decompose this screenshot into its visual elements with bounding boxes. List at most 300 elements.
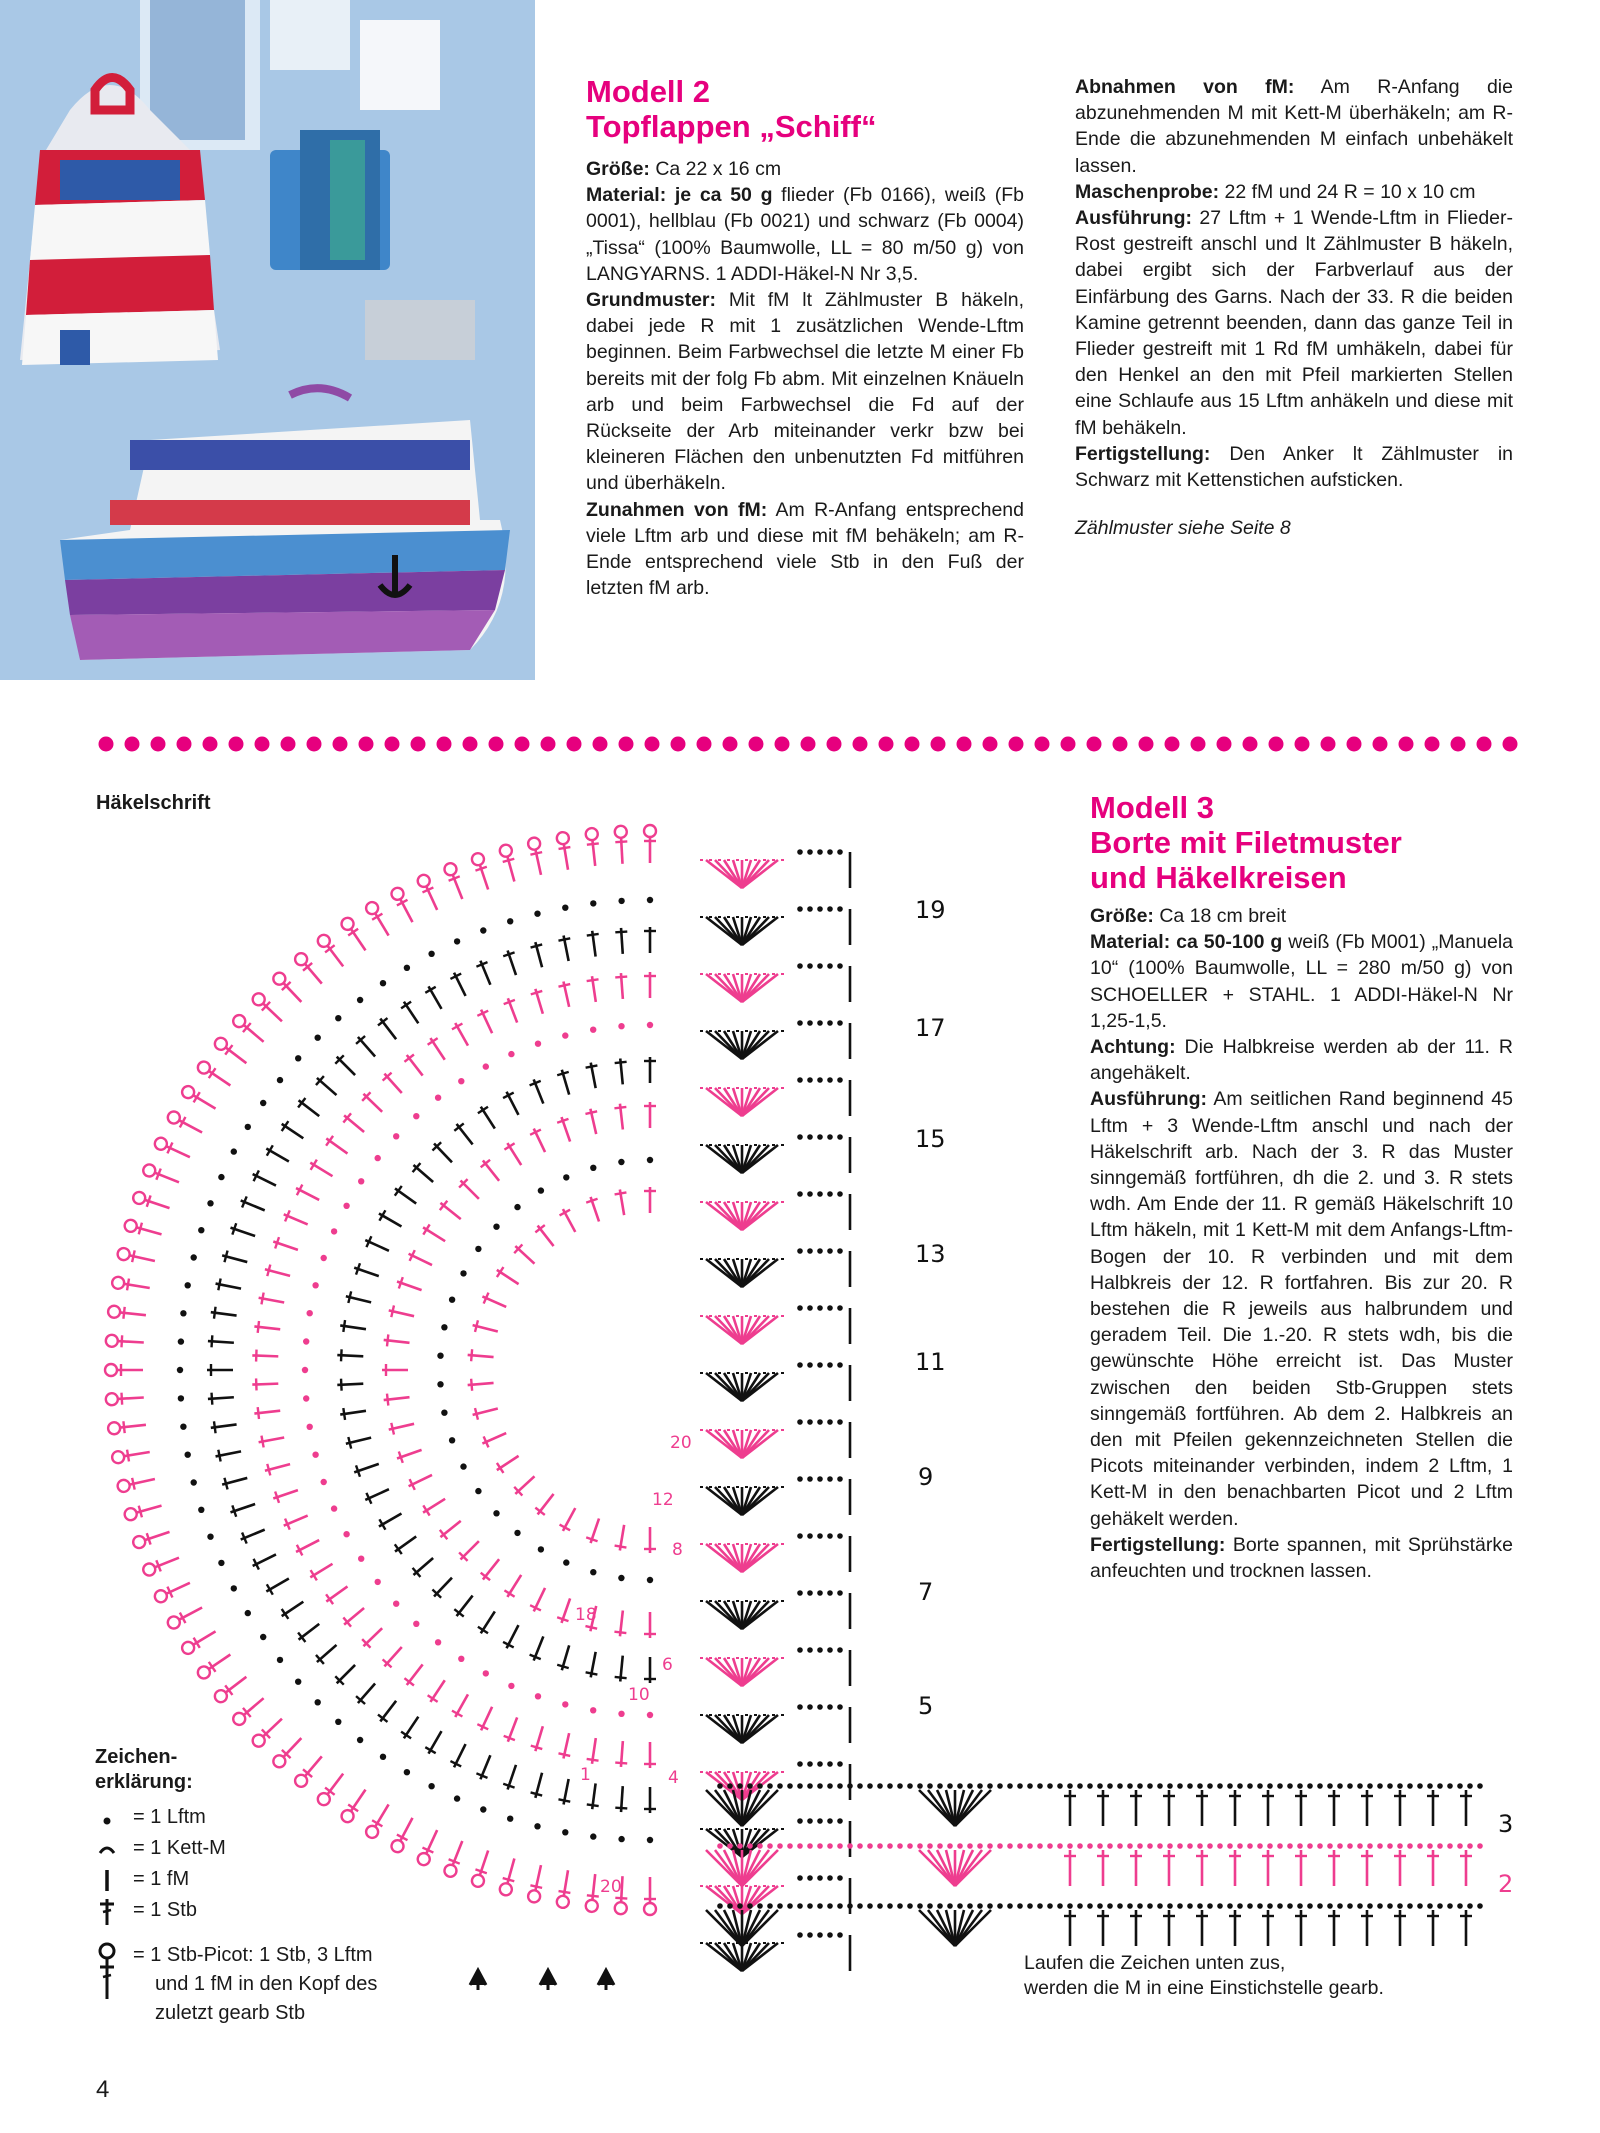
chain-stitch-mark xyxy=(315,1035,321,1041)
paragraph-text: Am R-Anfang entsprechend viele Lftm arb und diese mit fM behäkeln; am R-Ende entsprechend viele Stb in den Fuß der letzten fM arb. xyxy=(586,498,1024,600)
modell2-heading xyxy=(586,74,1024,144)
stitch-mark xyxy=(132,1190,172,1213)
stitch-mark xyxy=(258,1432,286,1449)
chain-stitch-mark xyxy=(917,1903,923,1909)
filet-stitch xyxy=(1361,1850,1373,1886)
chain-stitch-mark xyxy=(727,1843,733,1849)
legend-text: = 1 Stb xyxy=(133,1899,197,1921)
filet-stitch xyxy=(1295,1910,1307,1946)
filet-border-grid xyxy=(706,1783,1483,1946)
chain-stitch-mark xyxy=(807,906,813,912)
filet-stitch xyxy=(1163,1910,1175,1946)
chain-stitch-mark xyxy=(618,1575,624,1581)
legend-title-line: Zeichen- xyxy=(95,1746,178,1768)
paragraph-label: Material: je ca 50 g xyxy=(586,184,773,207)
stitch-mark xyxy=(410,1553,438,1579)
chain-stitch-mark xyxy=(1247,1843,1253,1849)
stitch-mark xyxy=(502,1715,522,1744)
stitch-mark xyxy=(556,1644,575,1672)
fan-stitch xyxy=(724,1910,742,1946)
stitch-mark xyxy=(196,1059,234,1090)
stitch-mark xyxy=(456,1537,483,1564)
chain-stitch-mark xyxy=(1017,1903,1023,1909)
chain-stitch-mark xyxy=(797,1875,803,1881)
filet-stitch xyxy=(1229,1850,1241,1886)
chain-stitch-mark xyxy=(1227,1783,1233,1789)
separator-dot xyxy=(931,737,946,752)
separator-dot xyxy=(1035,737,1050,752)
stitch-mark xyxy=(132,1526,172,1549)
paragraph-text: Am seitlichen Rand beginnend 45 Lftm + 3 Wende-Lftm anschl und nach der Häkelschrift arb. Nach der 3. R das Muster sinngemäß fortführen, dh die 2. und 3. R stets wdh. Am Ende der 11. R gemäß Häkelschrift 10 Lftm häkeln, mit 1 Kett-M mit dem Anfangs-Lftm-Bogen der 10. R verbinden und mit dem Halbkreis der 12. R fortfahren. Bis zur 20. R bestehen die R jeweils aus halbrundem und geradem Teil. Die 1.-20. R stets wdh, bis die gewünschte Höhe erreicht ist. Das Muster zwischen den beiden Stb-Gruppen stets sinngemäß fortführen. Ab dem 2. Halbkreis an den mit Pfeilen gekennzeichneten Stellen die Picots miteinander verbinden, indem 2 Lftm, 1 Kett-M in den benachbarten Picot und 2 Lftm gehäkelt werden. xyxy=(1090,1088,1513,1530)
chain-stitch-mark xyxy=(245,1124,251,1130)
chain-stitch-mark xyxy=(867,1783,873,1789)
stitch-mark xyxy=(586,975,602,1002)
separator-dot xyxy=(723,737,738,752)
chain-stitch-mark xyxy=(807,1362,813,1368)
chain-stitch-mark xyxy=(837,1647,843,1653)
chain-stitch-mark xyxy=(837,1761,843,1767)
stitch-mark xyxy=(644,972,656,998)
stitch-mark xyxy=(323,1582,351,1607)
chain-stitch-mark xyxy=(807,1783,813,1789)
chain-stitch-mark xyxy=(1117,1903,1123,1909)
chain-stitch-mark xyxy=(1097,1783,1103,1789)
chain-stitch-mark xyxy=(717,1783,723,1789)
stitch-mark xyxy=(106,1392,145,1406)
separator-dot xyxy=(99,737,114,752)
stitch-mark xyxy=(615,1741,629,1768)
chain-stitch-mark xyxy=(1057,1783,1063,1789)
paragraph-text: Borte spannen, mit Sprühstärke anfeuchten und trocknen lassen. xyxy=(1090,1533,1513,1583)
chain-stitch-mark xyxy=(837,1818,843,1824)
chain-stitch-mark xyxy=(947,1903,953,1909)
chain-stitch-mark xyxy=(1037,1843,1043,1849)
legend-item xyxy=(95,1865,193,1896)
stitch-mark xyxy=(644,1877,656,1915)
stitch-mark xyxy=(476,1103,500,1131)
chain-stitch-mark xyxy=(797,849,803,855)
chain-stitch-mark xyxy=(1337,1843,1343,1849)
stitch-mark xyxy=(337,1378,364,1391)
chain-stitch-mark xyxy=(1047,1843,1053,1849)
chain-stitch-mark xyxy=(807,1020,813,1026)
chain-stitch-mark xyxy=(1057,1843,1063,1849)
stitch-mark xyxy=(116,1247,156,1267)
chain-stitch-mark xyxy=(1277,1783,1283,1789)
separator-dot xyxy=(281,737,296,752)
chain-stitch-mark xyxy=(797,1704,803,1710)
stitch-mark xyxy=(406,1248,435,1270)
paragraph-text: Ca 22 x 16 cm xyxy=(649,158,782,180)
filet-stitch xyxy=(1460,1790,1472,1826)
chain-stitch-mark xyxy=(1197,1903,1203,1909)
chain-stitch-mark xyxy=(413,1621,419,1627)
legend-item xyxy=(95,1834,226,1865)
legend-text: = 1 Lftm xyxy=(133,1806,206,1828)
chain-stitch-mark xyxy=(877,1783,883,1789)
chain-stitch-mark xyxy=(757,1843,763,1849)
paragraph-text: Den Anker lt Zählmuster in Schwarz mit Kettenstichen aufsticken. xyxy=(1075,442,1513,492)
chain-stitch-mark xyxy=(1137,1843,1143,1849)
modell2-column-2 xyxy=(1075,74,1513,541)
chain-stitch-mark xyxy=(987,1903,993,1909)
separator-dot xyxy=(411,737,426,752)
chain-stitch-mark xyxy=(1207,1903,1213,1909)
chain-stitch-mark xyxy=(1287,1903,1293,1909)
chain-stitch-mark xyxy=(887,1903,893,1909)
chain-stitch-mark xyxy=(1307,1903,1313,1909)
chain-stitch-mark xyxy=(747,1783,753,1789)
chain-stitch-mark xyxy=(507,1816,513,1822)
separator-dot xyxy=(1425,737,1440,752)
chain-stitch-mark xyxy=(1067,1783,1073,1789)
separator-dot xyxy=(853,737,868,752)
stitch-mark xyxy=(399,998,423,1026)
chain-stitch-mark xyxy=(837,1903,843,1909)
stitch-mark xyxy=(339,1320,366,1336)
stitch-mark xyxy=(615,928,629,955)
separator-dot xyxy=(1477,737,1492,752)
stitch-mark xyxy=(420,1494,448,1518)
stitch-mark xyxy=(558,934,575,962)
stitch-mark xyxy=(123,1500,163,1522)
chain-stitch-mark xyxy=(1337,1783,1343,1789)
chain-stitch-mark xyxy=(717,1903,723,1909)
chain-stitch-mark xyxy=(1257,1783,1263,1789)
chain-stitch-mark xyxy=(277,1657,283,1663)
modell2-column-1 xyxy=(586,74,1024,601)
chain-stitch-mark xyxy=(1437,1783,1443,1789)
stitch-mark xyxy=(238,1195,267,1216)
chain-stitch-mark xyxy=(307,1424,313,1430)
inner-row-number: 12 xyxy=(652,1490,674,1510)
chain-stitch-mark xyxy=(817,1875,823,1881)
stitch-mark xyxy=(352,1262,380,1282)
chain-stitch-mark xyxy=(590,900,596,906)
stitch-mark xyxy=(208,1335,235,1349)
separator-dot xyxy=(489,737,504,752)
chain-stitch-mark xyxy=(618,1836,624,1842)
chain-stitch-mark xyxy=(877,1843,883,1849)
stitch-mark xyxy=(586,1783,601,1810)
stitch-mark xyxy=(614,1655,628,1682)
chain-stitch-mark xyxy=(827,1590,833,1596)
chain-stitch-mark xyxy=(807,1761,813,1767)
chain-stitch-mark xyxy=(303,1338,309,1344)
chain-stitch-mark xyxy=(535,1693,541,1699)
stitch-mark xyxy=(363,1484,392,1506)
stitch-mark xyxy=(467,1377,494,1391)
chain-stitch-mark xyxy=(827,1077,833,1083)
chain-stitch-mark xyxy=(562,905,568,911)
stitch-mark xyxy=(556,1068,575,1096)
chain-stitch-mark xyxy=(1227,1903,1233,1909)
chain-stitch-mark xyxy=(441,1324,447,1330)
separator-dot xyxy=(359,737,374,752)
paragraph-label: Grundmuster: xyxy=(586,289,717,312)
chain-stitch-mark xyxy=(837,849,843,855)
chain-stitch-mark xyxy=(563,1174,569,1180)
stitch-mark xyxy=(585,1873,601,1912)
chain-stitch-mark xyxy=(231,1148,237,1154)
stitch-mark xyxy=(214,1278,242,1295)
stitch-mark xyxy=(528,1126,550,1155)
chain-stitch-mark xyxy=(847,1783,853,1789)
stitch-mark xyxy=(376,1508,405,1531)
stitch-mark xyxy=(166,1109,205,1137)
filet-stitch xyxy=(1130,1850,1142,1886)
chain-stitch-mark xyxy=(1387,1903,1393,1909)
chain-stitch-mark xyxy=(480,927,486,933)
modell3-title-line1: Borte mit Filetmuster xyxy=(1090,825,1402,860)
stitch-mark xyxy=(166,1602,205,1630)
separator-dot xyxy=(1087,737,1102,752)
stitch-mark xyxy=(437,1198,465,1224)
chain-stitch-mark xyxy=(1397,1903,1403,1909)
stitch-mark xyxy=(352,1458,380,1478)
chain-stitch-mark xyxy=(191,1254,197,1260)
separator-dot xyxy=(801,737,816,752)
chain-stitch-mark xyxy=(1287,1843,1293,1849)
chain-stitch-mark xyxy=(797,906,803,912)
chain-stitch-mark xyxy=(475,1488,481,1494)
chain-stitch-mark xyxy=(1117,1843,1123,1849)
stitch-mark xyxy=(295,1096,323,1121)
chain-stitch-mark xyxy=(1147,1783,1153,1789)
separator-dot xyxy=(385,737,400,752)
stitch-mark xyxy=(615,1786,629,1813)
chain-stitch-mark xyxy=(1477,1903,1483,1909)
chain-stitch-mark xyxy=(1097,1843,1103,1849)
stitch-mark xyxy=(480,1428,509,1449)
inner-row-number: 18 xyxy=(575,1605,597,1625)
stitch-mark xyxy=(229,1222,257,1242)
chain-stitch-mark xyxy=(1457,1903,1463,1909)
chain-stitch-mark xyxy=(797,1533,803,1539)
chain-stitch-mark xyxy=(827,1020,833,1026)
chain-stitch-mark xyxy=(837,1704,843,1710)
modell3-title-line2: und Häkelkreisen xyxy=(1090,860,1347,895)
paragraph-label: Ausführung: xyxy=(1090,1088,1207,1111)
stitch-mark xyxy=(423,983,446,1012)
chain-stitch-mark xyxy=(475,1246,481,1252)
chain-stitch-mark xyxy=(1207,1843,1213,1849)
stitch-mark xyxy=(528,1077,549,1106)
stitch-mark xyxy=(107,1419,146,1435)
chain-stitch-mark xyxy=(562,1701,568,1707)
chain-stitch-mark xyxy=(590,1165,596,1171)
chain-stitch-mark xyxy=(1087,1903,1093,1909)
stitch-mark xyxy=(281,1510,310,1531)
chain-stitch-mark xyxy=(807,1191,813,1197)
chain-stitch-mark xyxy=(1387,1843,1393,1849)
chain-stitch-mark xyxy=(807,1818,813,1824)
stitch-mark xyxy=(614,1188,630,1216)
separator-dot xyxy=(437,737,452,752)
chain-stitch-mark xyxy=(454,938,460,944)
paragraph-text: Die Halbkreise werden ab der 11. R angehäkelt. xyxy=(1090,1036,1513,1085)
stitch-mark xyxy=(402,1051,427,1079)
separator-dot xyxy=(515,737,530,752)
chain-stitch-mark xyxy=(507,918,513,924)
chain-stitch-mark xyxy=(817,1704,823,1710)
chain-stitch-mark xyxy=(480,1806,486,1812)
chain-stitch-mark xyxy=(807,1476,813,1482)
stitch-mark xyxy=(425,1035,449,1063)
chain-stitch-mark xyxy=(737,1903,743,1909)
join-arrows xyxy=(470,1970,614,1990)
stitch-mark xyxy=(293,1535,322,1558)
chain-stitch-mark xyxy=(1027,1783,1033,1789)
chain-stitch-mark xyxy=(1297,1843,1303,1849)
chain-stitch-mark xyxy=(483,1670,489,1676)
chain-stitch-mark xyxy=(727,1783,733,1789)
chain-stitch-mark xyxy=(1397,1843,1403,1849)
chain-stitch-mark xyxy=(1367,1783,1373,1789)
stitch-mark xyxy=(471,1319,499,1337)
crochet-diagram xyxy=(0,810,1600,1990)
filet-stitch xyxy=(1262,1790,1274,1826)
chain-stitch-mark xyxy=(321,1255,327,1261)
chain-stitch-mark xyxy=(1377,1903,1383,1909)
stitch-mark xyxy=(614,1058,628,1085)
chain-stitch-mark xyxy=(817,1903,823,1909)
chain-stitch-mark xyxy=(191,1479,197,1485)
stitch-mark xyxy=(644,1057,656,1083)
separator-dot xyxy=(333,737,348,752)
double-crochet-cross-icon xyxy=(95,1896,127,1926)
separator-dot xyxy=(229,737,244,752)
stitch-mark xyxy=(443,861,468,901)
filet-stitch xyxy=(1130,1790,1142,1826)
chain-stitch-mark xyxy=(837,1134,843,1140)
stitch-mark xyxy=(533,1222,558,1250)
separator-dot xyxy=(541,737,556,752)
stitch-mark xyxy=(416,1828,443,1868)
chain-stitch-mark xyxy=(807,1647,813,1653)
stitch-mark xyxy=(502,1763,522,1791)
stitch-mark xyxy=(210,1306,237,1321)
separator-dot xyxy=(749,737,764,752)
stitch-mark xyxy=(212,1035,250,1068)
chain-stitch-mark xyxy=(1407,1843,1413,1849)
chain-stitch-mark xyxy=(483,1063,489,1069)
chain-stitch-mark xyxy=(937,1843,943,1849)
chain-stitch-mark xyxy=(277,1077,283,1083)
chain-stitch-mark xyxy=(198,1227,204,1233)
chain-stitch-mark xyxy=(1217,1843,1223,1849)
chain-stitch-mark xyxy=(817,1647,823,1653)
stitch-mark xyxy=(456,1176,483,1203)
chain-stitch-mark xyxy=(957,1783,963,1789)
filet-stitch xyxy=(1427,1850,1439,1886)
chain-stitch-mark xyxy=(1127,1903,1133,1909)
chain-stitch-mark xyxy=(358,1556,364,1562)
dotted-separator xyxy=(98,734,1518,754)
paragraph xyxy=(1075,441,1513,493)
stitch-mark xyxy=(250,1549,279,1571)
stitch-mark xyxy=(467,1349,494,1363)
paragraph-text: Ca 18 cm breit xyxy=(1153,905,1287,927)
stitch-mark xyxy=(252,1378,278,1391)
filet-stitch xyxy=(1262,1850,1274,1886)
stitch-mark xyxy=(585,1651,602,1679)
chain-stitch-mark xyxy=(877,1903,883,1909)
paragraph-text: 27 Lftm + 1 Wende-Lftm in Flieder-Rost gestreift anschl und lt Zählmuster B häkeln, dabei ergibt sich der Farbverlauf aus der Einfärbung des Garns. Nach der 33. R die beiden Kamine getrennt beenden, dann das ganze Teil in Flieder gestreift mit 1 Rd fM umhäkeln, dabei für den Henkel an den mit Pfeil markierten Stellen eine Schlaufe aus 15 Lftm anhäkeln und diese mit fM behäkeln. xyxy=(1075,207,1513,439)
fan-stitch xyxy=(937,1790,955,1826)
chain-stitch-mark xyxy=(747,1843,753,1849)
chain-stitch-mark xyxy=(817,1761,823,1767)
stitch-mark xyxy=(558,1732,575,1760)
footnote-line: werden die M in eine Einstichstelle gearb. xyxy=(1024,1977,1384,1999)
chain-stitch-mark xyxy=(562,1829,568,1835)
chain-stitch-mark xyxy=(797,1647,803,1653)
chain-stitch-mark xyxy=(1357,1903,1363,1909)
stitch-mark xyxy=(585,1062,602,1090)
chain-stitch-mark xyxy=(1257,1903,1263,1909)
chain-stitch-mark xyxy=(927,1903,933,1909)
chain-stitch-mark xyxy=(393,1133,399,1139)
chain-stitch-mark xyxy=(358,1178,364,1184)
chain-stitch-mark xyxy=(1227,1843,1233,1849)
modell3-number: Modell 3 xyxy=(1090,790,1215,825)
stitch-mark xyxy=(271,970,306,1006)
stitch-mark xyxy=(644,1787,656,1813)
stitch-mark xyxy=(402,1661,427,1689)
stitch-mark xyxy=(105,1364,143,1376)
separator-dot xyxy=(1217,737,1232,752)
stitch-mark xyxy=(196,1650,234,1681)
chain-stitch-mark xyxy=(807,1305,813,1311)
separator-dot xyxy=(1139,737,1154,752)
stitch-mark xyxy=(353,1033,379,1060)
paragraph xyxy=(586,287,1024,497)
chain-stitch-mark xyxy=(302,1367,308,1373)
chain-stitch-mark xyxy=(907,1843,913,1849)
paragraph-label: Abnahmen von fM: xyxy=(1075,76,1295,98)
chain-stitch-mark xyxy=(777,1783,783,1789)
chain-stitch-mark xyxy=(867,1903,873,1909)
chain-stitch-mark xyxy=(1047,1783,1053,1789)
chain-stitch-mark xyxy=(797,1419,803,1425)
chain-stitch-mark xyxy=(380,1754,386,1760)
chain-stitch-mark xyxy=(1177,1843,1183,1849)
chain-stitch-mark xyxy=(508,1683,514,1689)
stitch-mark xyxy=(271,1484,299,1504)
chain-stitch-mark xyxy=(218,1560,224,1566)
paragraph-label: Ausführung: xyxy=(1075,207,1192,230)
stitch-mark xyxy=(406,1470,435,1492)
separator-dot xyxy=(1373,737,1388,752)
chain-stitch-mark xyxy=(907,1783,913,1789)
separator-dot xyxy=(1451,737,1466,752)
chain-stitch-mark xyxy=(1107,1843,1113,1849)
chain-stitch-mark xyxy=(1317,1903,1323,1909)
chain-stitch-mark xyxy=(787,1843,793,1849)
separator-dot xyxy=(593,737,608,752)
stitch-mark xyxy=(501,1089,524,1118)
fan-stitch xyxy=(937,1910,955,1946)
chain-stitch-mark xyxy=(1287,1783,1293,1789)
chain-stitch-mark xyxy=(245,1610,251,1616)
chain-stitch-mark xyxy=(817,1077,823,1083)
chain-stitch-mark xyxy=(534,911,540,917)
legend-item xyxy=(95,1941,378,2031)
stitch-mark xyxy=(644,1742,656,1768)
chain-stitch-mark xyxy=(1127,1843,1133,1849)
chain-stitch-mark xyxy=(1417,1843,1423,1849)
stitch-mark xyxy=(123,1218,163,1240)
